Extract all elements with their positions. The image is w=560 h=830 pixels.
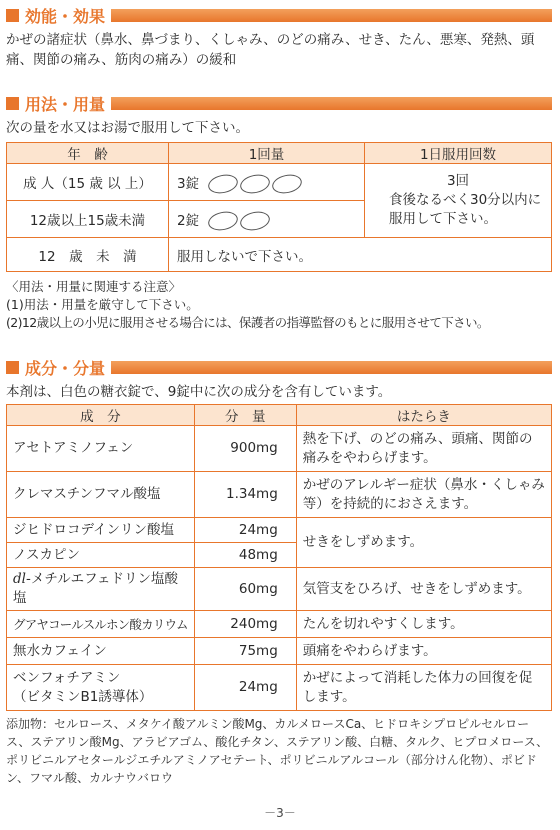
section-title: 効能・効果: [25, 6, 106, 26]
ingredient-name: ジヒドロコデインリン酸塩: [7, 518, 195, 543]
ingredient-name: ノスカピン: [7, 543, 195, 568]
dosage-notes: [6, 278, 552, 332]
tablet-icon: [238, 209, 271, 233]
ingredient-amount: 24mg: [194, 518, 296, 543]
section-marker-icon: [6, 97, 19, 110]
dose-cell: [169, 201, 365, 238]
frequency-cell: [365, 164, 552, 238]
header-age: 年 齢: [7, 143, 169, 164]
additives-text: 添加物：セルロース、メタケイ酸アルミン酸Mg、カルメロースCa、ヒドロキシプロピルセルロース、ステアリン酸Mg、アラビアゴム、酸化チタン、ステアリン酸、白糖、タルク、ヒプロメロース、ポリビニルアセタールジエチルアミノアセテート、ポリビニルアルコール（部分けん化物）、ポビドン、フマル酸、カルナウバロウ: [6, 717, 549, 785]
tablet-icon: [206, 209, 239, 233]
tablet-icon: [270, 172, 303, 196]
frequency-count: 3回: [446, 173, 470, 189]
section-bar: [111, 361, 552, 374]
table-row: [7, 665, 552, 711]
ingredients-intro: 本剤は、白色の糖衣錠で、9錠中に次の成分を含有しています。: [6, 384, 392, 400]
frequency-note: 食後なるべく30分以内に服用して下さい。: [389, 192, 542, 227]
ingredient-function: 熱を下げ、のどの痛み、頭痛、関節の痛みをやわらげます。: [296, 426, 551, 472]
ingredient-amount: 48mg: [194, 543, 296, 568]
section-header-efficacy: [6, 4, 552, 26]
dose-cell: 服用しないで下さい。: [169, 238, 552, 272]
table-row: [7, 238, 552, 272]
section-bar: [111, 9, 552, 22]
tablet-icon: [206, 172, 239, 196]
ingredient-name-text: -メチルエフェドリン塩酸塩: [13, 571, 178, 606]
section-bar: [111, 97, 552, 110]
ingredient-prefix: dl: [13, 571, 26, 587]
header-function: はたらき: [296, 405, 551, 426]
ingredient-name: [7, 568, 195, 611]
age-cell: 12歳以上15歳未満: [7, 201, 169, 238]
ingredient-function: せきをしずめます。: [296, 518, 551, 568]
table-row: [7, 472, 552, 518]
ingredient-name: アセトアミノフェン: [7, 426, 195, 472]
ingredient-name-line: ベンフォチアミン: [13, 669, 121, 686]
ingredient-function: かぜによって消耗した体力の回復を促します。: [296, 665, 551, 711]
dose-text: 3錠: [177, 175, 200, 192]
efficacy-text: かぜの諸症状（鼻水、鼻づまり、くしゃみ、のどの痛み、せき、たん、悪寒、発熱、頭痛、関節の痛み、筋肉の痛み）の緩和: [6, 32, 535, 68]
header-ingredient: 成 分: [7, 405, 195, 426]
ingredient-amount: 240mg: [194, 611, 296, 638]
section-title: 成分・分量: [25, 358, 106, 378]
ingredient-name: グアヤコールスルホン酸カリウム: [7, 611, 195, 638]
ingredient-name: クレマスチンフマル酸塩: [7, 472, 195, 518]
section-header-dosage: [6, 92, 552, 114]
dose-text: 2錠: [177, 212, 200, 229]
section-header-ingredients: [6, 356, 552, 378]
table-row: [7, 426, 552, 472]
table-row: [7, 518, 552, 543]
tablet-icon: [238, 172, 271, 196]
ingredient-amount: 900mg: [194, 426, 296, 472]
header-dose: 1回量: [169, 143, 365, 164]
dose-cell: [169, 164, 365, 201]
table-row: [7, 638, 552, 665]
ingredient-function: 頭痛をやわらげます。: [296, 638, 551, 665]
ingredient-function: たんを切れやすくします。: [296, 611, 551, 638]
table-row: [7, 568, 552, 611]
ingredient-amount: 1.34mg: [194, 472, 296, 518]
ingredients-table: [6, 404, 552, 711]
ingredient-amount: 60mg: [194, 568, 296, 611]
header-amount: 分 量: [194, 405, 296, 426]
note-item: (2)12歳以上の小児に服用させる場合には、保護者の指導監督のもとに服用させて下さい。: [6, 315, 489, 330]
section-marker-icon: [6, 361, 19, 374]
dosage-table: [6, 142, 552, 272]
section-marker-icon: [6, 9, 19, 22]
ingredient-function: かぜのアレルギー症状（鼻水・くしゃみ等）を持続的におさえます。: [296, 472, 551, 518]
ingredient-name: 無水カフェイン: [7, 638, 195, 665]
ingredient-function: 気管支をひろげ、せきをしずめます。: [296, 568, 551, 611]
note-item: (1)用法・用量を厳守して下さい。: [6, 297, 199, 312]
ingredient-name-line: （ビタミンB1誘導体）: [13, 688, 153, 705]
ingredient-amount: 24mg: [194, 665, 296, 711]
table-row: [7, 611, 552, 638]
age-cell: 12 歳 未 満: [7, 238, 169, 272]
note-title: 〈用法・用量に関連する注意〉: [6, 279, 182, 294]
document-page: [6, 4, 552, 787]
age-cell: 成 人（15 歳 以 上）: [7, 164, 169, 201]
ingredient-amount: 75mg: [194, 638, 296, 665]
header-frequency: 1日服用回数: [365, 143, 552, 164]
section-title: 用法・用量: [25, 94, 106, 114]
page-number: －3－: [264, 806, 296, 820]
ingredient-name: [7, 665, 195, 711]
dosage-intro: 次の量を水又はお湯で服用して下さい。: [6, 120, 249, 136]
table-row: [7, 164, 552, 201]
